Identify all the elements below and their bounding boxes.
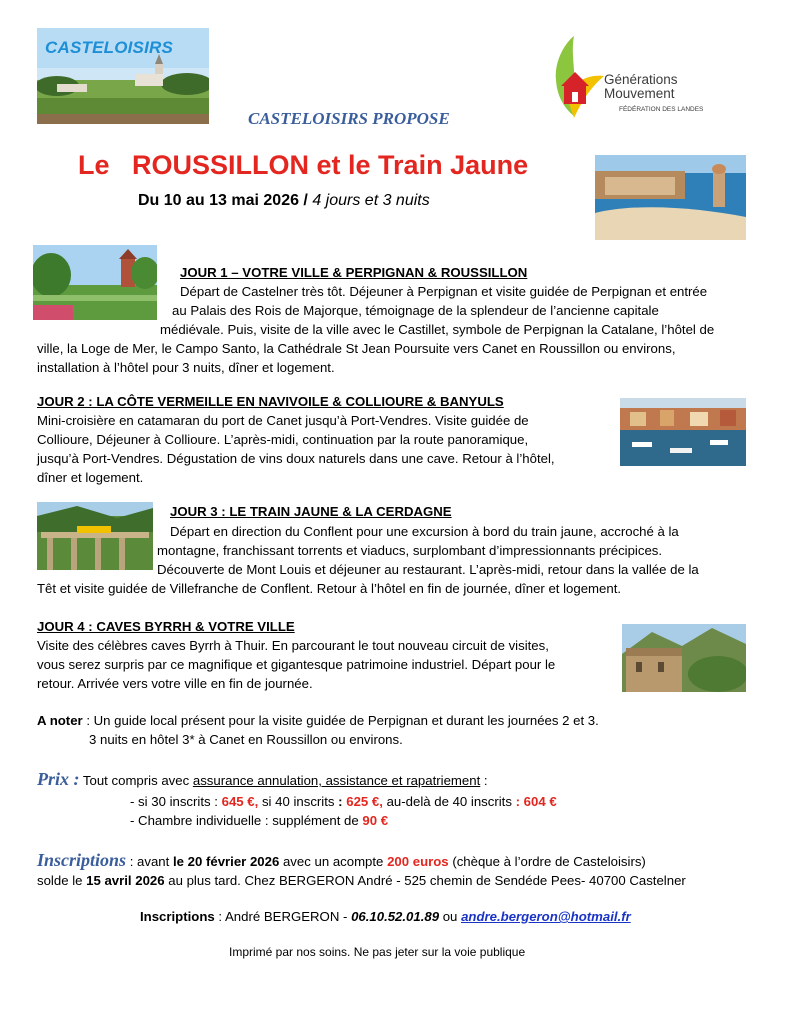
villefranche-photo [622,624,746,692]
day2-heading: JOUR 2 : LA CÔTE VERMEILLE EN NAVIVOILE & COLLIOURE & BANYULS [37,394,504,409]
price-30: 645 €, [221,794,259,809]
day3-line3: Découverte de Mont Louis et déjeuner au restaurant. L’après-midi, retour dans la vallée de la [157,562,699,577]
prix-intro-underlined: assurance annulation, assistance et rapatriement [192,773,481,788]
inscriptions-label: Inscriptions [37,850,127,870]
day1-line1: Départ de Castelner très tôt. Déjeuner à Perpignan et visite guidée de Perpignan et entrée [180,284,708,299]
day4-heading: JOUR 4 : CAVES BYRRH & VOTRE VILLE [37,619,295,634]
contact-label: Inscriptions [140,909,215,924]
day4-line3: retour. Arrivée vers votre ville en fin de journée. [37,676,313,691]
day1-line3: médiévale. Puis, visite de la ville avec le Castillet, symbole de Perpignan la Catalane, l’hôtel de [160,322,715,337]
ins-e: au plus tard. Chez BERGERON André - 525 chemin de Sendéde Pees- 40700 Castelner [164,873,686,888]
deadline-1: le 20 février 2026 [172,854,280,869]
generations-mouvement-logo [544,30,714,122]
contact-email-link[interactable]: andre.bergeron@hotmail.fr [461,909,631,924]
day1-line2: au Palais des Rois de Majorque, témoignage de la splendeur de l’ancienne capitale [172,303,659,318]
prix-row2 [130,811,388,830]
day1-heading: JOUR 1 – VOTRE VILLE & PERPIGNAN & ROUSSILLON [180,265,528,280]
note-label: A noter [37,713,83,728]
price-40plus: : 604 € [515,794,557,809]
ins-d: solde le [37,873,87,888]
prix-intro-end: : [480,773,488,788]
harbor-photo [620,398,746,466]
note-line1 [37,711,599,730]
prix-row1-colon: : [338,794,343,809]
day2-line4: dîner et logement. [37,470,144,485]
day3-line4: Têt et visite guidée de Villefranche de Conflent. Retour à l’hôtel en fin de journée, dîner et logement. [37,581,622,596]
dates-duration: 4 jours et 3 nuits [312,192,430,209]
contact-ou: ou [439,909,462,924]
contact-line [140,907,631,926]
inscriptions-line2 [37,871,686,890]
price-40: 625 €, [342,794,383,809]
partner-logo-line2: Mouvement [604,86,675,101]
prix-line [37,770,488,790]
day3-line2: montagne, franchissant torrents et viaducs, surplombant d’impressionnants précipices. [157,543,663,558]
prix-row2-text: - Chambre individuelle : supplément de [130,813,363,828]
deadline-2: 15 avril 2026 [86,873,165,888]
day4-line2: vous serez surpris par ce magnifique et gigantesque patrimoine industriel. Départ pour le [37,657,556,672]
prix-row1 [130,792,557,811]
perpignan-photo [33,245,157,320]
partner-logo-line3: FÉDÉRATION DES LANDES [619,106,704,113]
day1-line4: ville, la Loge de Mer, le Campo Santo, la Cathédrale St Jean Poursuite vers Canet en Roussillon ou environs, [37,341,676,356]
day4-line1: Visite des célèbres caves Byrrh à Thuir. En parcourant le tout nouveau circuit de visites, [37,638,549,653]
dates-main: Du 10 au 13 mai 2026 / [138,192,308,209]
prix-intro: Tout compris avec [79,773,193,788]
day3-line1: Départ en direction du Conflent pour une excursion à bord du train jaune, accroché à la [170,524,679,539]
note-text1: : Un guide local présent pour la visite guidée de Perpignan et durant les journées 2 et 3. [82,713,599,728]
note-line2: 3 nuits en hôtel 3* à Canet en Roussillon ou environs. [89,732,403,747]
prix-row1-c: au-delà de 40 inscrits [382,794,516,809]
prix-row1-a: - si 30 inscrits : [130,794,222,809]
page-title: Le ROUSSILLON et le Train Jaune [78,150,529,180]
train-jaune-photo [37,502,153,570]
single-supplement: 90 € [362,813,389,828]
inscriptions-line1 [37,851,646,871]
prix-label: Prix : [37,769,80,789]
prix-row1-b: si 40 inscrits [258,794,339,809]
partner-logo-line1: Générations [604,72,678,87]
footer-note: Imprimé par nos soins. Ne pas jeter sur la voie publique [229,945,526,959]
day1-line5: installation à l’hôtel pour 3 nuits, dîner et logement. [37,360,335,375]
day2-line2: Collioure, Déjeuner à Collioure. L’après-midi, continuation par la route panoramique, [37,432,529,447]
contact-phone: 06.10.52.01.89 [351,909,440,924]
contact-name: : André BERGERON - [214,909,352,924]
deposit-amount: 200 euros [387,854,449,869]
day3-heading: JOUR 3 : LE TRAIN JAUNE & LA CERDAGNE [170,504,452,519]
day2-line1: Mini-croisière en catamaran du port de Canet jusqu’à Port-Vendres. Visite guidée de [37,413,529,428]
collioure-photo [595,155,746,240]
ins-c: (chèque à l’ordre de Casteloisirs) [448,854,646,869]
propose-heading: CASTELOISIRS PROPOSE [248,109,450,128]
brand-name: CASTELOISIRS [45,38,174,57]
day2-line3: jusqu’à Port-Vendres. Dégustation de vins doux naturels dans une cave. Retour à l’hôtel, [37,451,555,466]
ins-b: avec un acompte [279,854,388,869]
ins-a: : avant [126,854,173,869]
trip-dates [138,192,430,210]
